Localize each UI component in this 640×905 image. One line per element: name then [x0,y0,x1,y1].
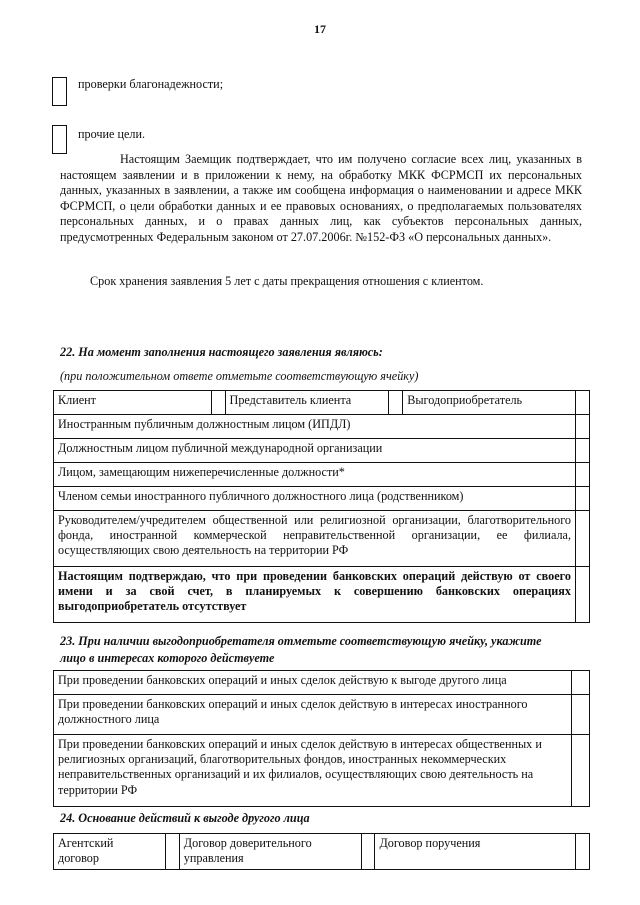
page-number: 17 [314,22,326,36]
confirmation-statement: Настоящим подтверждаю, что при проведении банковских операций действую от своего имени и за свой счет, в планируемых к совершению банковских операциях выгодоприобретатель отсутствует [54,567,576,623]
basis-option-trust [179,834,361,870]
status-option-positions: Лицом, замещающим нижеперечисленные должности* [54,463,576,487]
basis-option-trust-line1: Договор доверительного [183,836,312,850]
status-checkbox-organization-head[interactable] [576,511,590,567]
status-option-family: Членом семьи иностранного публичного должностного лица (родственником) [54,487,576,511]
basis-option-agency-line1: Агентский [58,836,114,850]
confirmation-checkbox[interactable] [576,567,590,623]
beneficiary-checkbox-other-person[interactable] [572,671,590,695]
role-checkbox-beneficiary[interactable] [576,391,590,415]
section-24-heading: 24. Основание действий к выгоде другого лица [60,811,310,825]
role-checkbox-client[interactable] [211,391,225,415]
basis-checkbox-trust[interactable] [361,834,375,870]
purpose-checkbox-reliability[interactable] [52,77,67,106]
status-checkbox-positions[interactable] [576,463,590,487]
section-22-table [53,390,590,623]
basis-checkbox-commission[interactable] [576,834,590,870]
status-checkbox-intl-org[interactable] [576,439,590,463]
section-24-table [53,833,590,870]
status-option-organization-head: Руководителем/учредителем общественной или религиозной организации, благотворительного фонда, иностранной коммерческой неправительственной организации, ее филиала, осуществляющих свою деятельность на территории РФ [54,511,576,567]
section-23-heading-line1: 23. При наличии выгодоприобретателя отметьте соответствующую ячейку, укажите [60,634,542,648]
status-option-intl-org: Должностным лицом публичной международной организации [54,439,576,463]
section-22-heading: 22. На момент заполнения настоящего заявления являюсь: [60,345,383,359]
status-checkbox-family[interactable] [576,487,590,511]
basis-option-agency [54,834,166,870]
section-23-table [53,670,590,807]
basis-checkbox-agency[interactable] [165,834,179,870]
basis-option-trust-line2: управления [183,851,244,866]
status-option-ipdl: Иностранным публичным должностным лицом (ИПДЛ) [54,415,576,439]
section-23-heading [60,633,542,667]
purpose-label-other: прочие цели. [78,127,146,141]
role-option-beneficiary: Выгодоприобретатель [403,391,576,415]
beneficiary-checkbox-organizations[interactable] [572,735,590,807]
basis-option-commission-line1: Договор поручения [379,836,481,850]
purpose-checkbox-other[interactable] [52,125,67,154]
role-option-representative: Представитель клиента [225,391,389,415]
section-22-note: (при положительном ответе отметьте соответствующую ячейку) [60,369,419,383]
beneficiary-checkbox-foreign-official[interactable] [572,695,590,735]
purpose-label-reliability: проверки благонадежности; [78,77,224,91]
beneficiary-option-other-person: При проведении банковских операций и иных сделок действую к выгоде другого лица [54,671,572,695]
basis-option-commission [375,834,576,870]
section-23-heading-line2: лицо в интересах которого действуете [60,651,275,665]
beneficiary-option-foreign-official: При проведении банковских операций и иных сделок действую в интересах иностранного должностного лица [54,695,572,735]
consent-paragraph: Настоящим Заемщик подтверждает, что им получено согласие всех лиц, указанных в настоящем заявлении и в приложении к нему, на обработку МКК ФСРМСП их персональных данных, указанных в заявлении, а также им сообщена информация о наименовании и адресе МКК ФСРМСП, о цели обработки данных и ее правовых основаниях, о предполагаемых пользователях персональных данных, и о правах данных лиц, как субъектов персональных данных, предусмотренных Федеральным законом от 27.07.2006г. №152-ФЗ «О персональных данных». [60,152,582,244]
status-checkbox-ipdl[interactable] [576,415,590,439]
storage-paragraph: Срок хранения заявления 5 лет с даты прекращения отношения с клиентом. [90,274,484,288]
beneficiary-option-organizations: При проведении банковских операций и иных сделок действую в интересах общественных и религиозных организаций, благотворительных фондов, иностранных некоммерческих неправительственных организаций и их филиалов, осуществляющих свою деятельность на территории РФ [54,735,572,807]
role-option-client: Клиент [54,391,212,415]
role-checkbox-representative[interactable] [389,391,403,415]
basis-option-agency-line2: договор [58,851,99,866]
